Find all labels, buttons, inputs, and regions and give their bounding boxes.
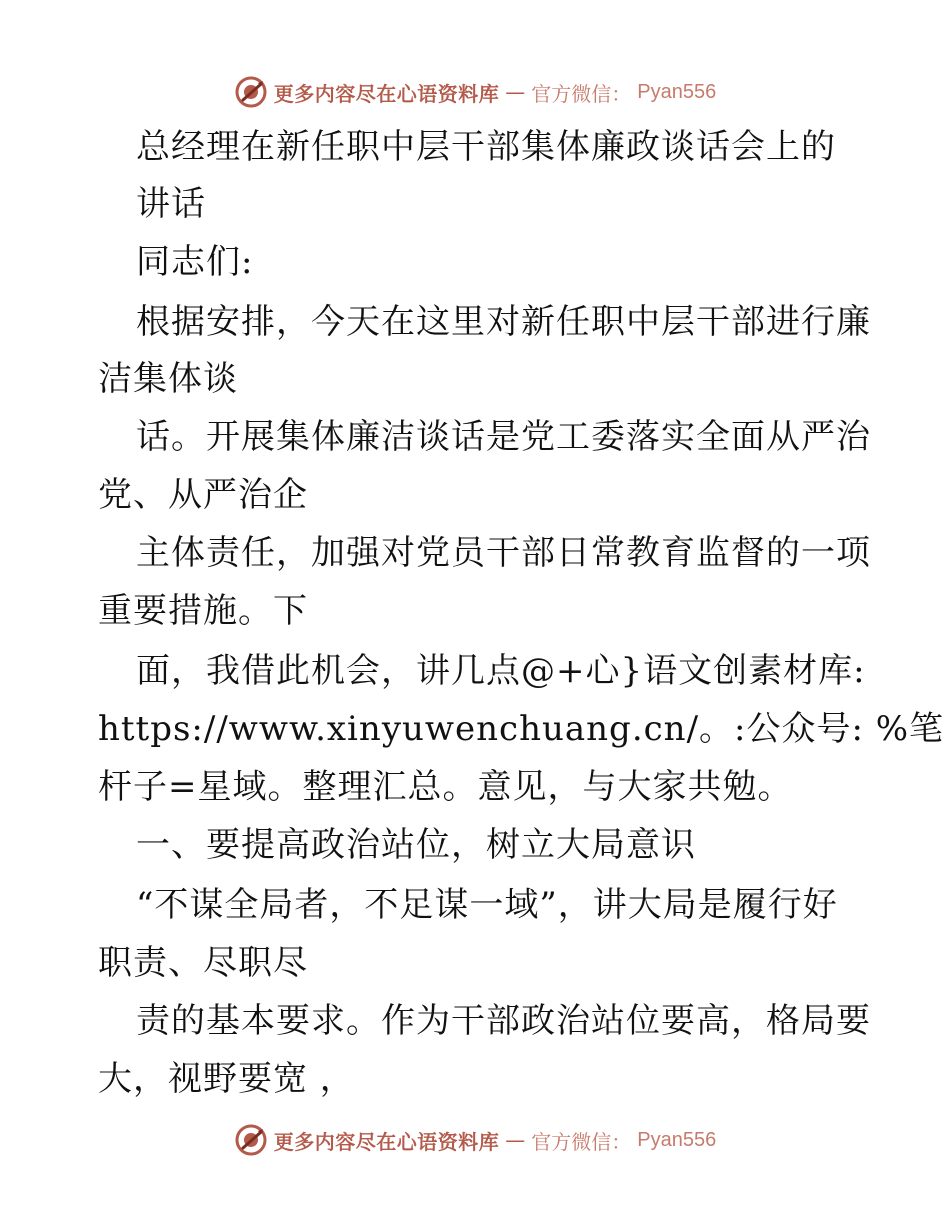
footer-banner xyxy=(0,1120,950,1160)
brand-logo-icon xyxy=(234,75,268,109)
document-title-line-1: 总经理在新任职中层干部集体廉政谈话会上的 xyxy=(136,127,836,167)
document-title-line-2: 讲话 xyxy=(136,184,206,224)
banner-wechat-id: Pyan556 xyxy=(637,1128,717,1151)
banner-wechat-id: Pyan556 xyxy=(637,80,717,103)
paragraph-line: 杆子=星域。整理汇总。意见，与大家共勉。 xyxy=(98,767,793,807)
paragraph-line: 大，视野要宽 ， xyxy=(98,1059,355,1099)
banner-site-name: 更多内容尽在心语资料库 xyxy=(273,81,500,106)
section-heading: 一、要提高政治站位，树立大局意识 xyxy=(136,825,696,865)
paragraph-line: 面，我借此机会，讲几点@+心}语文创素材库: xyxy=(136,651,866,691)
paragraph-line: 重要措施。下 xyxy=(98,591,308,631)
banner-wechat-label: 官方微信： xyxy=(531,81,632,106)
paragraph-line: 职责、尽职尽 xyxy=(98,943,308,983)
paragraph-line: 主体责任，加强对党员干部日常教育监督的一项 xyxy=(136,533,871,573)
banner-wechat-label: 官方微信： xyxy=(531,1129,632,1154)
paragraph-line: “不谋全局者，不足谋一域”，讲大局是履行好 xyxy=(136,885,838,925)
banner-separator: — xyxy=(505,80,526,104)
paragraph-line: 党、从严治企 xyxy=(98,475,308,515)
paragraph-line: 责的基本要求。作为干部政治站位要高，格局要 xyxy=(136,1001,871,1041)
brand-logo-icon xyxy=(234,1123,268,1157)
paragraph-line: 话。开展集体廉洁谈话是党工委落实全面从严治 xyxy=(136,417,871,457)
banner-site-name: 更多内容尽在心语资料库 xyxy=(273,1129,500,1154)
salutation: 同志们: xyxy=(136,242,254,282)
header-banner xyxy=(0,72,950,112)
paragraph-line: https://www.xinyuwenchuang.cn/。:公众号: %笔 xyxy=(98,709,945,749)
banner-separator: — xyxy=(505,1128,526,1152)
paragraph-line: 根据安排，今天在这里对新任职中层干部进行廉 xyxy=(136,302,871,342)
paragraph-line: 洁集体谈 xyxy=(98,359,238,399)
